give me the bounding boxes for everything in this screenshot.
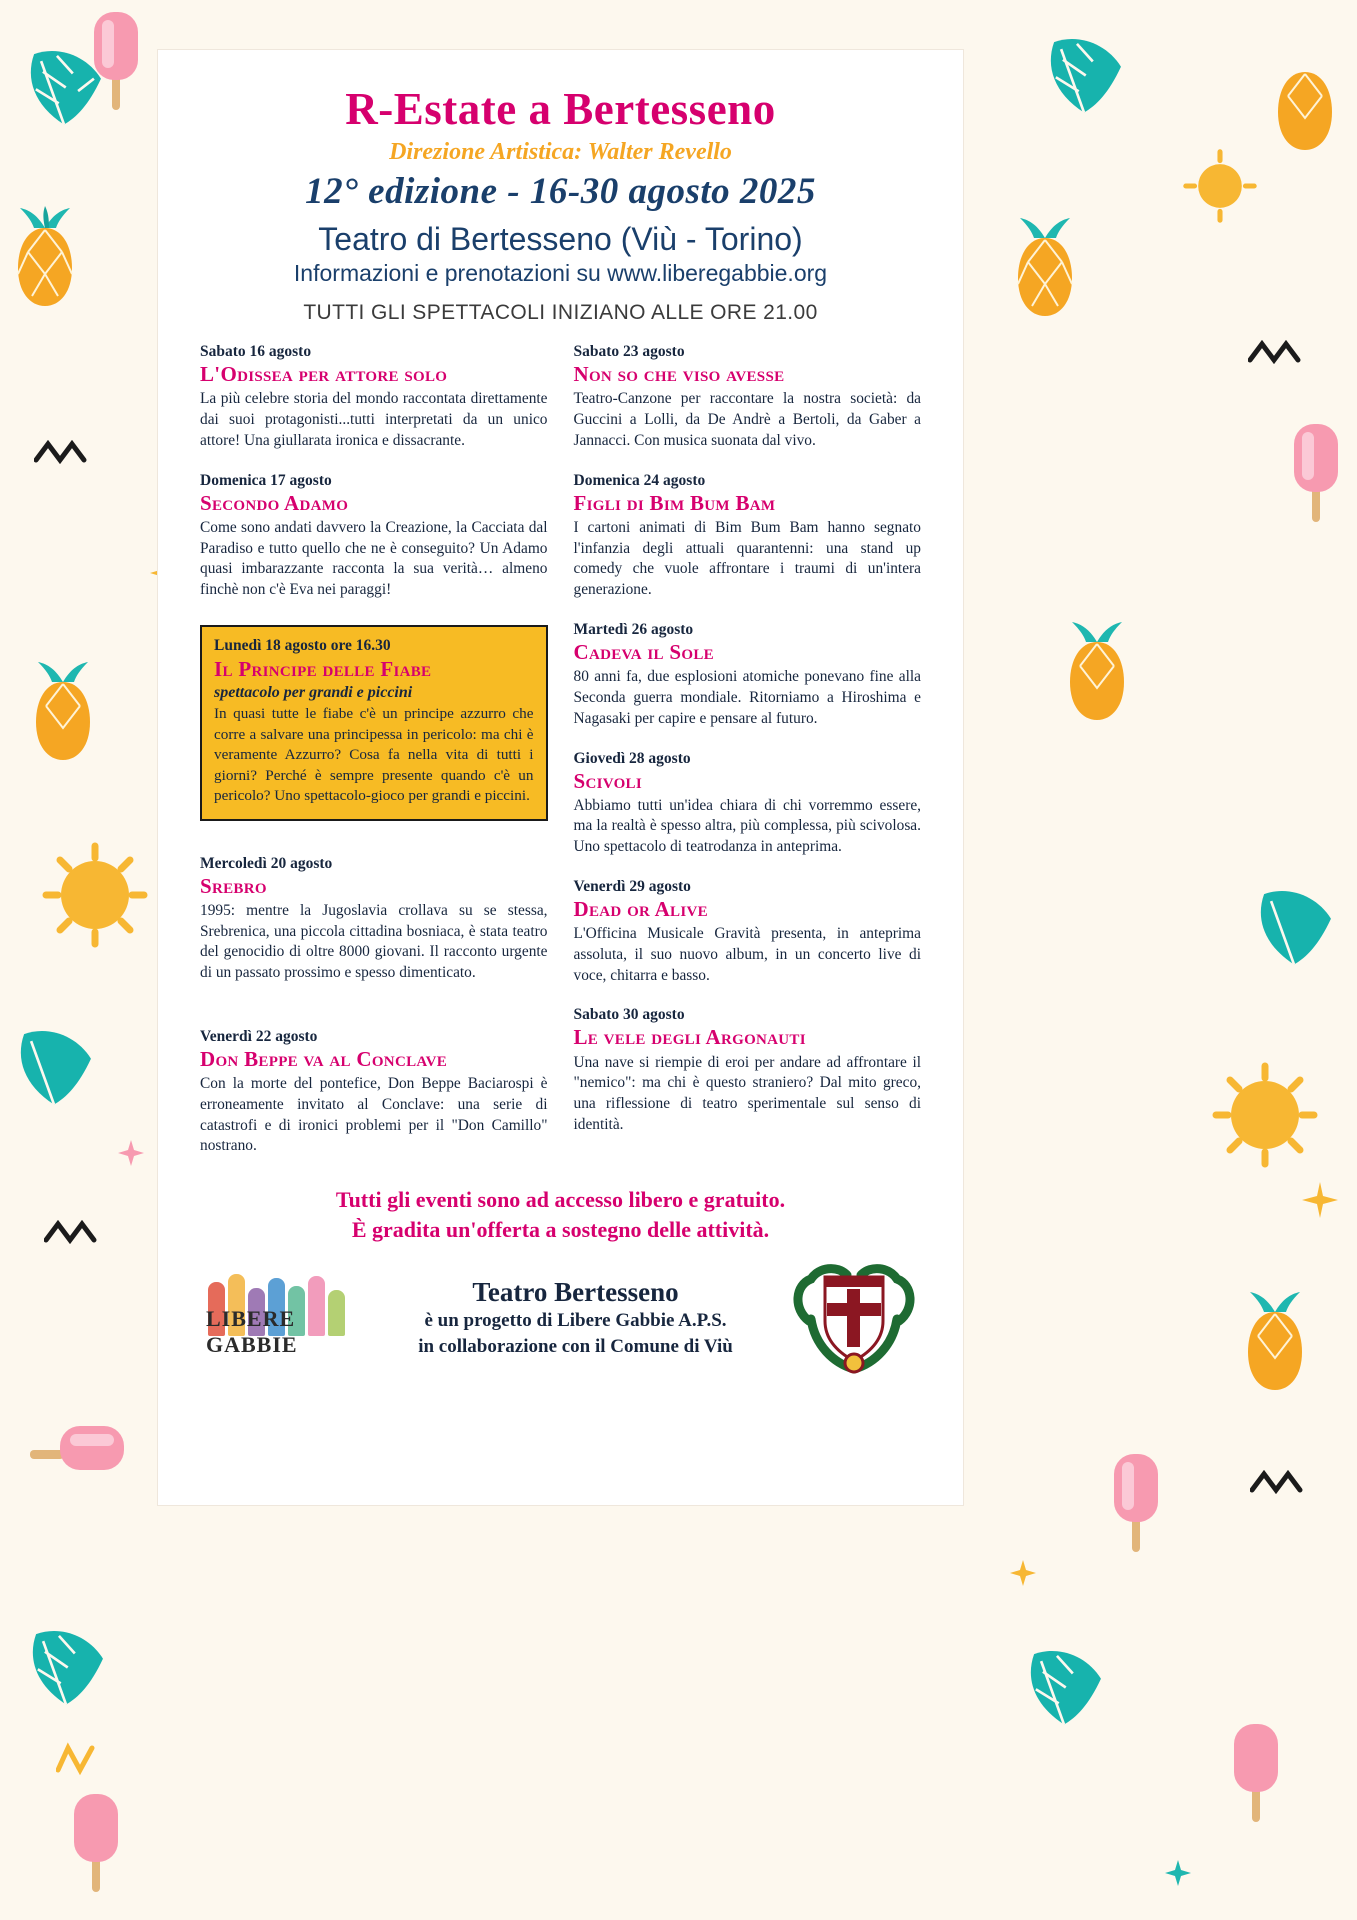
zigzag-icon — [1250, 1470, 1304, 1494]
event-date: Venerdì 22 agosto — [200, 1027, 318, 1045]
popsicle-icon — [1110, 1450, 1162, 1554]
free-entry-line-2: È gradita un'offerta a sostegno delle attività. — [351, 1216, 770, 1242]
event-date: Domenica 24 agosto — [573, 471, 706, 489]
event-title: Scivoli — [573, 768, 642, 793]
pineapple-icon — [26, 660, 100, 764]
popsicle-icon — [90, 8, 142, 112]
leaf-icon — [20, 40, 108, 128]
libere-gabbie-logo — [202, 1264, 362, 1374]
program-column-left — [200, 343, 548, 1177]
event-title: Non so che viso avesse — [573, 362, 785, 387]
sparkle-icon — [1010, 1560, 1036, 1586]
event-item — [574, 343, 922, 451]
leaf-icon — [1040, 28, 1128, 116]
event-date: Sabato 23 agosto — [573, 343, 685, 361]
leaf-icon — [22, 1620, 110, 1708]
footer-bottom — [202, 1259, 919, 1379]
event-item — [200, 855, 548, 984]
event-description: Teatro-Canzone per raccontare la nostra società: da Guccini a Lolli, da De Andrè a Bertoli, da Gaber a Jannacci. Con musica suonata dal vivo. — [573, 390, 921, 449]
event-item — [200, 1028, 548, 1157]
event-date: Mercoledì 20 agosto — [200, 854, 333, 872]
event-description: L'Officina Musicale Gravità presenta, in anteprima assoluta, il suo nuovo album, in un concerto live di voce, chitarra e basso. — [573, 925, 921, 984]
program-columns — [192, 343, 929, 1177]
leaf-icon — [1250, 880, 1338, 968]
zigzag-icon — [34, 440, 88, 464]
project-line-2: in collaborazione con il Comune di Viù — [418, 1336, 733, 1358]
popsicle-icon — [1230, 1720, 1282, 1824]
event-description: Con la morte del pontefice, Don Beppe Baciarospi è erroneamente invitato al Conclave: una serie di catastrofi e di ironici problemi per il "Don Camillo" nostrano. — [200, 1075, 548, 1155]
leaf-icon — [1020, 1640, 1108, 1728]
sun-icon — [1210, 1060, 1320, 1170]
sparkle-icon — [1300, 1180, 1340, 1220]
event-description: Abbiamo tutti un'idea chiara di chi vorremmo essere, ma la realtà è spesso altra, più complessa, più scivolosa. Uno spettacolo di teatrodanza in anteprima. — [573, 796, 921, 856]
popsicle-icon — [30, 1420, 126, 1490]
leaf-icon — [10, 1020, 98, 1108]
event-item — [574, 750, 922, 858]
zigzag-icon — [56, 1740, 102, 1780]
poster-sheet — [158, 50, 963, 1505]
event-date: Sabato 16 agosto — [200, 343, 312, 361]
event-title: Srebro — [200, 873, 267, 898]
event-description: 1995: mentre la Jugoslavia crollava su se stessa, Srebrenica, una piccola cittadina bosniaca, è stata teatro del genocidio di oltre 8000 giovani. Il racconto urgente di un passato prossimo e spesso dimenticato. — [200, 901, 548, 982]
event-item — [574, 1006, 922, 1135]
pineapple-icon — [8, 206, 82, 310]
page-title: R-Estate a Bertesseno — [345, 84, 776, 134]
event-date: Venerdì 29 agosto — [573, 877, 691, 895]
event-item — [574, 878, 922, 986]
sparkle-icon — [1165, 1860, 1191, 1886]
event-item — [574, 621, 922, 729]
event-date: Giovedì 28 agosto — [573, 749, 691, 767]
venue: Teatro di Bertesseno (Viù - Torino) — [318, 221, 803, 258]
event-title: Le vele degli Argonauti — [573, 1025, 806, 1050]
event-item — [574, 472, 922, 601]
event-description: Come sono andati davvero la Creazione, la Cacciata dal Paradiso e tutto quello che ne è conseguito? Un Adamo quasi imbarazzante racconta la sua verità… almeno finchè non c'è Eva nei paraggi! — [200, 518, 548, 599]
event-title: L'Odissea per attore solo — [200, 362, 448, 387]
pineapple-icon — [1060, 620, 1134, 724]
theatre-name: Teatro Bertesseno — [472, 1276, 679, 1307]
event-subtitle: spettacolo per grandi e piccini — [214, 684, 413, 702]
pineapple-icon — [1238, 1290, 1312, 1394]
event-description: La più celebre storia del mondo raccontata direttamente dai suoi protagonisti...tutti interpretati da un unico attore! Una giullarata ironica e dissacrante. — [200, 390, 548, 449]
event-title: Cadeva il Sole — [573, 640, 714, 665]
event-title: Dead or Alive — [573, 896, 708, 921]
program-column-right — [574, 343, 922, 1177]
event-date: Sabato 30 agosto — [573, 1006, 685, 1024]
event-date: Domenica 17 agosto — [200, 471, 332, 489]
event-title: Figli di Bim Bum Bam — [573, 490, 776, 515]
event-title: Secondo Adamo — [200, 490, 349, 515]
event-item — [200, 472, 548, 601]
event-description: Una nave si riempie di eroi per andare ad affrontare il "nemico": ma chi è questo straniero? Dal mito greco, una riflessione di teatro sperimentale sul senso di identità. — [573, 1053, 921, 1133]
pineapple-icon — [1268, 50, 1342, 154]
free-entry-line-1: Tutti gli eventi sono ad accesso libero e gratuito. — [335, 1187, 786, 1213]
poster-footer — [192, 1185, 929, 1378]
highlight-event — [200, 625, 548, 821]
edition-dates: 12° edizione - 16-30 agosto 2025 — [305, 171, 816, 213]
event-title: Il Principe delle Fiabe — [214, 657, 432, 682]
zigzag-icon — [44, 1220, 98, 1244]
event-description: In quasi tutte le fiabe c'è un principe azzurro che corre a salvare una principessa in pericolo: ma chi è veramente Azzurro? Cosa fa nella vita di tutti i giorni? Perché è sempre presente quando c'è un pericolo? Uno spettacolo-gioco per grandi e piccini. — [214, 705, 534, 805]
event-item — [200, 343, 548, 451]
project-line-1: è un progetto di Libere Gabbie A.P.S. — [424, 1309, 727, 1331]
start-time-note: TUTTI GLI SPETTACOLI INIZIANO ALLE ORE 21.00 — [303, 301, 818, 325]
event-date: Martedì 26 agosto — [573, 621, 694, 639]
artistic-direction: Direzione Artistica: Walter Revello — [389, 139, 732, 166]
zigzag-icon — [1248, 340, 1302, 364]
event-description: I cartoni animati di Bim Bum Bam hanno segnato l'infanzia degli attuali quarantenni: una stand up comedy che vuole affrontare i traumi di un'intera generazione. — [573, 518, 921, 599]
event-description: 80 anni fa, due esplosioni atomiche ponevano fine alla Seconda guerra mondiale. Ritorniamo a Hiroshima e Nagasaki per capire e pensare al futuro. — [573, 668, 921, 727]
footer-text-block — [362, 1277, 789, 1361]
comune-crest-icon — [789, 1259, 919, 1379]
pineapple-icon — [1008, 216, 1082, 320]
info-line: Informazioni e prenotazioni su www.liberegabbie.org — [293, 260, 828, 287]
sun-icon — [40, 840, 150, 950]
popsicle-icon — [1290, 420, 1342, 524]
sparkle-icon — [118, 1140, 144, 1166]
logo-text: LIBERE GABBIE — [206, 1305, 298, 1357]
event-title: Don Beppe va al Conclave — [200, 1046, 448, 1071]
popsicle-icon — [70, 1790, 122, 1894]
event-date: Lunedì 18 agosto ore 16.30 — [214, 637, 391, 655]
sun-icon — [1180, 146, 1260, 226]
